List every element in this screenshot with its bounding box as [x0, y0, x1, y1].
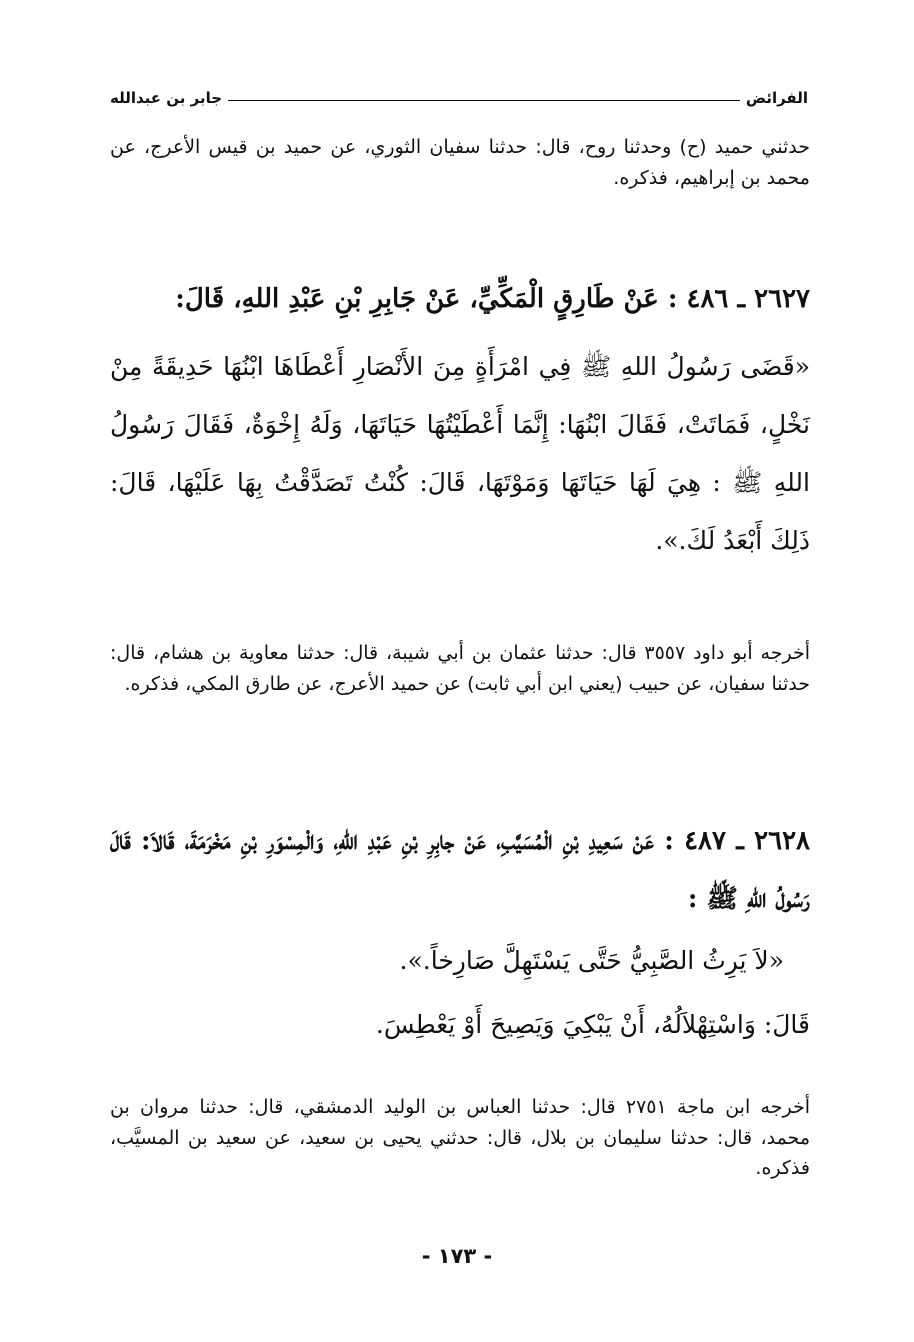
intro-note: حدثني حميد (ح) وحدثنا روح، قال: حدثنا سفيان الثوري، عن حميد بن قيس الأعرج، عن محمد بن إبراهيم، فذكره.: [110, 136, 810, 189]
running-head: [110, 86, 808, 110]
hadith-2628-quote: «لاَ يَرِثُ الصَّبِيُّ حَتَّى يَسْتَهِلَّ صَارِخاً.».: [399, 946, 784, 975]
hadith-2628-explanation: قَالَ: وَاسْتِهْلاَلُهُ، أَنْ يَبْكِيَ وَيَصِيحَ أَوْ يَعْطِسَ.: [375, 1010, 810, 1039]
section-title: جابر بن عبدالله: [110, 89, 223, 107]
hadith-2627-text: «قَضَى رَسُولُ اللهِ ﷺ فِي امْرَأَةٍ مِنَ الأَنْصَارِ أَعْطَاهَا ابْنُهَا حَدِيقَةً مِنْ نَخْلٍ، فَمَاتَتْ، فَقَالَ ابْنُهَا: إِنَّمَا أَعْطَيْتُهَا حَيَاتَهَا، وَلَهُ إِخْوَةٌ، فَقَالَ رَسُولُ اللهِ ﷺ : هِيَ لَهَا حَيَاتَهَا وَمَوْتَهَا، قَالَ: كُنْتُ تَصَدَّقْتُ بِهَا عَلَيْهَا، قَالَ: ذَلِكَ أَبْعَدُ لَكَ.».: [110, 352, 810, 555]
note-2627: أخرجه أبو داود ٣٥٥٧ قال: حدثنا عثمان بن أبي شيبة، قال: حدثنا معاوية بن هشام، قال: حدثنا سفيان، عن حبيب (يعني ابن أبي ثابت) عن حميد الأعرج، عن طارق المكي، فذكره.: [110, 642, 810, 695]
header-rule: [228, 100, 740, 101]
chapter-title: الفرائض: [745, 89, 808, 107]
hadith-2627: [110, 270, 810, 570]
note-2628: أخرجه ابن ماجة ٢٧٥١ قال: حدثنا العباس بن الوليد الدمشقي، قال: حدثنا مروان بن محمد، قال: حدثنا سليمان بن بلال، قال: حدثني يحيى بن سعيد، عن سعيد بن المسيَّب، فذكره.: [110, 1096, 810, 1179]
hadith-2628-heading: ٢٦٢٨ ـ ٤٨٧ : عَنْ سَعِيدِ بْنِ الْمُسَيَّبِ، عَنْ جابِرِ بْنِ عَبْدِ اللهِ، وَالْمِسْوَرِ بْنِ مَخْرَمَةَ، قَالاَ: قَالَ رَسُولُ اللهِ ﷺ :: [110, 826, 810, 914]
page-number: - ١٧٣ -: [421, 1244, 493, 1268]
hadith-2628: [110, 812, 810, 1054]
hadith-2627-heading: ٢٦٢٧ ـ ٤٨٦ : عَنْ طَارِقٍ الْمَكِّيِّ، عَنْ جَابِرِ بْنِ عَبْدِ اللهِ، قَالَ:: [175, 284, 810, 314]
